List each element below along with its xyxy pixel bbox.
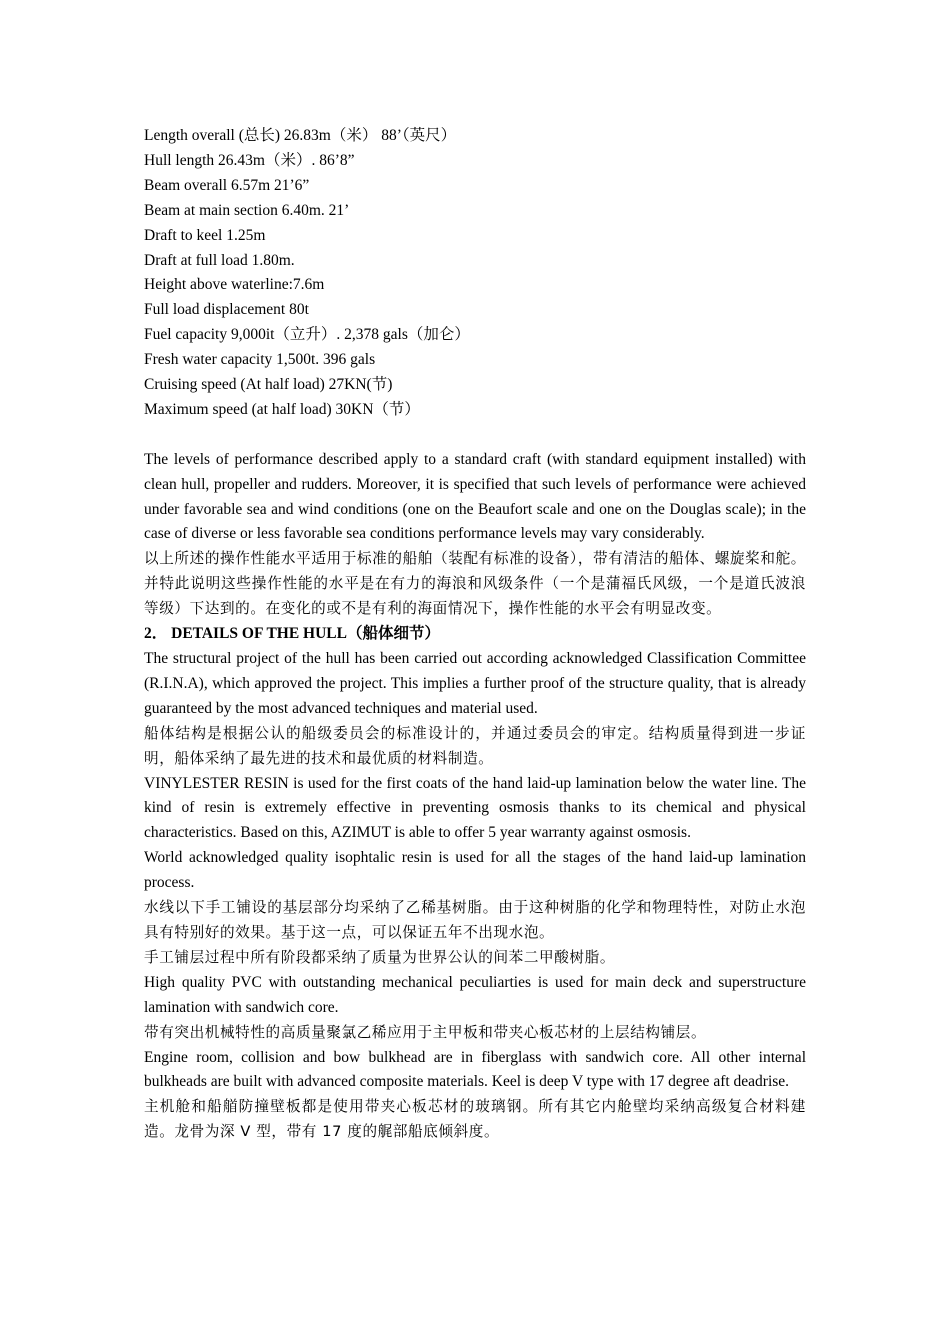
- spec-fuel-capacity: Fuel capacity 9,000it（立升）. 2,378 gals（加仑）: [144, 326, 470, 344]
- spec-beam-overall: Beam overall 6.57m 21’6”: [144, 176, 310, 194]
- hull-paragraph-vinylester-resin: VINYLESTER RESIN is used for the first coats of the hand laid-up lamination below the water line. The kind of resin is extremely effective in preventing osmosis thanks to its chemical and physical characteristics. Based on this, AZIMUT is able to offer 5 year warranty against osmosis.: [144, 774, 806, 842]
- hull-paragraph-pvc-zh: 带有突出机械特性的高质量聚氯乙稀应用于主甲板和带夹心板芯材的上层结构铺层。: [144, 1023, 707, 1041]
- hull-paragraph-pvc: High quality PVC with outstanding mechanical peculiarties is used for main deck and superstructure lamination with sandwich core.: [144, 973, 806, 1016]
- hull-paragraph-bulkheads-zh: 主机舱和船艏防撞壁板都是使用带夹心板芯材的玻璃钢。所有其它内舱壁均采纳高级复合材料建造。龙骨为深 V 型，带有 17 度的艉部船底倾斜度。: [144, 1098, 806, 1141]
- spec-beam-main-section: Beam at main section 6.40m. 21’: [144, 201, 350, 219]
- performance-paragraph-en: The levels of performance described apply to a standard craft (with standard equipment installed) with clean hull, propeller and rudders. Moreover, it is specified that such levels of performance were achieved under favorable sea and wind conditions (one on the Beaufort scale and one on the Douglas scale); in the case of diverse or less favorable sea conditions performance levels may vary considerably.: [144, 450, 806, 543]
- spec-draft-keel: Draft to keel 1.25m: [144, 226, 266, 244]
- spec-full-load-displacement: Full load displacement 80t: [144, 301, 309, 319]
- paragraph-gap: [144, 423, 806, 448]
- section-heading-hull-details: 2． DETAILS OF THE HULL（船体细节）: [144, 625, 440, 643]
- hull-paragraph-bulkheads: Engine room, collision and bow bulkhead are in fiberglass with sandwich core. All other internal bulkheads are built with advanced composite materials. Keel is deep V type with 17 degree aft deadrise.: [144, 1048, 806, 1091]
- spec-fresh-water-capacity: Fresh water capacity 1,500t. 396 gals: [144, 351, 376, 369]
- spec-maximum-speed: Maximum speed (at half load) 30KN（节）: [144, 400, 420, 418]
- hull-paragraph-vinylester-resin-zh: 水线以下手工铺设的基层部分均采纳了乙稀基树脂。由于这种树脂的化学和物理特性，对防止水泡具有特别好的效果。基于这一点，可以保证五年不出现水泡。: [144, 899, 806, 941]
- hull-paragraph-isophtalic-resin: World acknowledged quality isophtalic resin is used for all the stages of the hand laid-up lamination process.: [144, 849, 806, 892]
- specifications-list: [144, 124, 806, 423]
- document-page: [144, 124, 806, 1145]
- performance-paragraph-zh: 以上所述的操作性能水平适用于标准的船舶（装配有标准的设备），带有清洁的船体、螺旋桨和舵。并特此说明这些操作性能的水平是在有力的海浪和风级条件（一个是蒲福氏风级，一个是道氏波浪等级）下达到的。在变化的或不是有利的海面情况下，操作性能的水平会有明显改变。: [144, 550, 806, 618]
- hull-paragraph-structural-project-zh: 船体结构是根据公认的船级委员会的标准设计的，并通过委员会的审定。结构质量得到进一步证明，船体采纳了最先进的技术和最优质的材料制造。: [144, 724, 806, 767]
- spec-cruising-speed: Cruising speed (At half load) 27KN(节): [144, 376, 393, 394]
- spec-hull-length: Hull length 26.43m（米）. 86’8”: [144, 151, 355, 169]
- hull-paragraph-isophtalic-resin-zh: 手工铺层过程中所有阶段都采纳了质量为世界公认的间苯二甲酸树脂。: [144, 948, 616, 966]
- spec-length-overall: Length overall (总长) 26.83m（米） 88’（英尺）: [144, 127, 457, 144]
- hull-paragraph-structural-project: The structural project of the hull has been carried out according acknowledged Classification Committee (R.I.N.A), which approved the project. This implies a further proof of the structure quality, that is already guaranteed by the most advanced techniques and material used.: [144, 650, 806, 717]
- spec-draft-full-load: Draft at full load 1.80m.: [144, 251, 295, 269]
- spec-height-above-waterline: Height above waterline:7.6m: [144, 276, 325, 294]
